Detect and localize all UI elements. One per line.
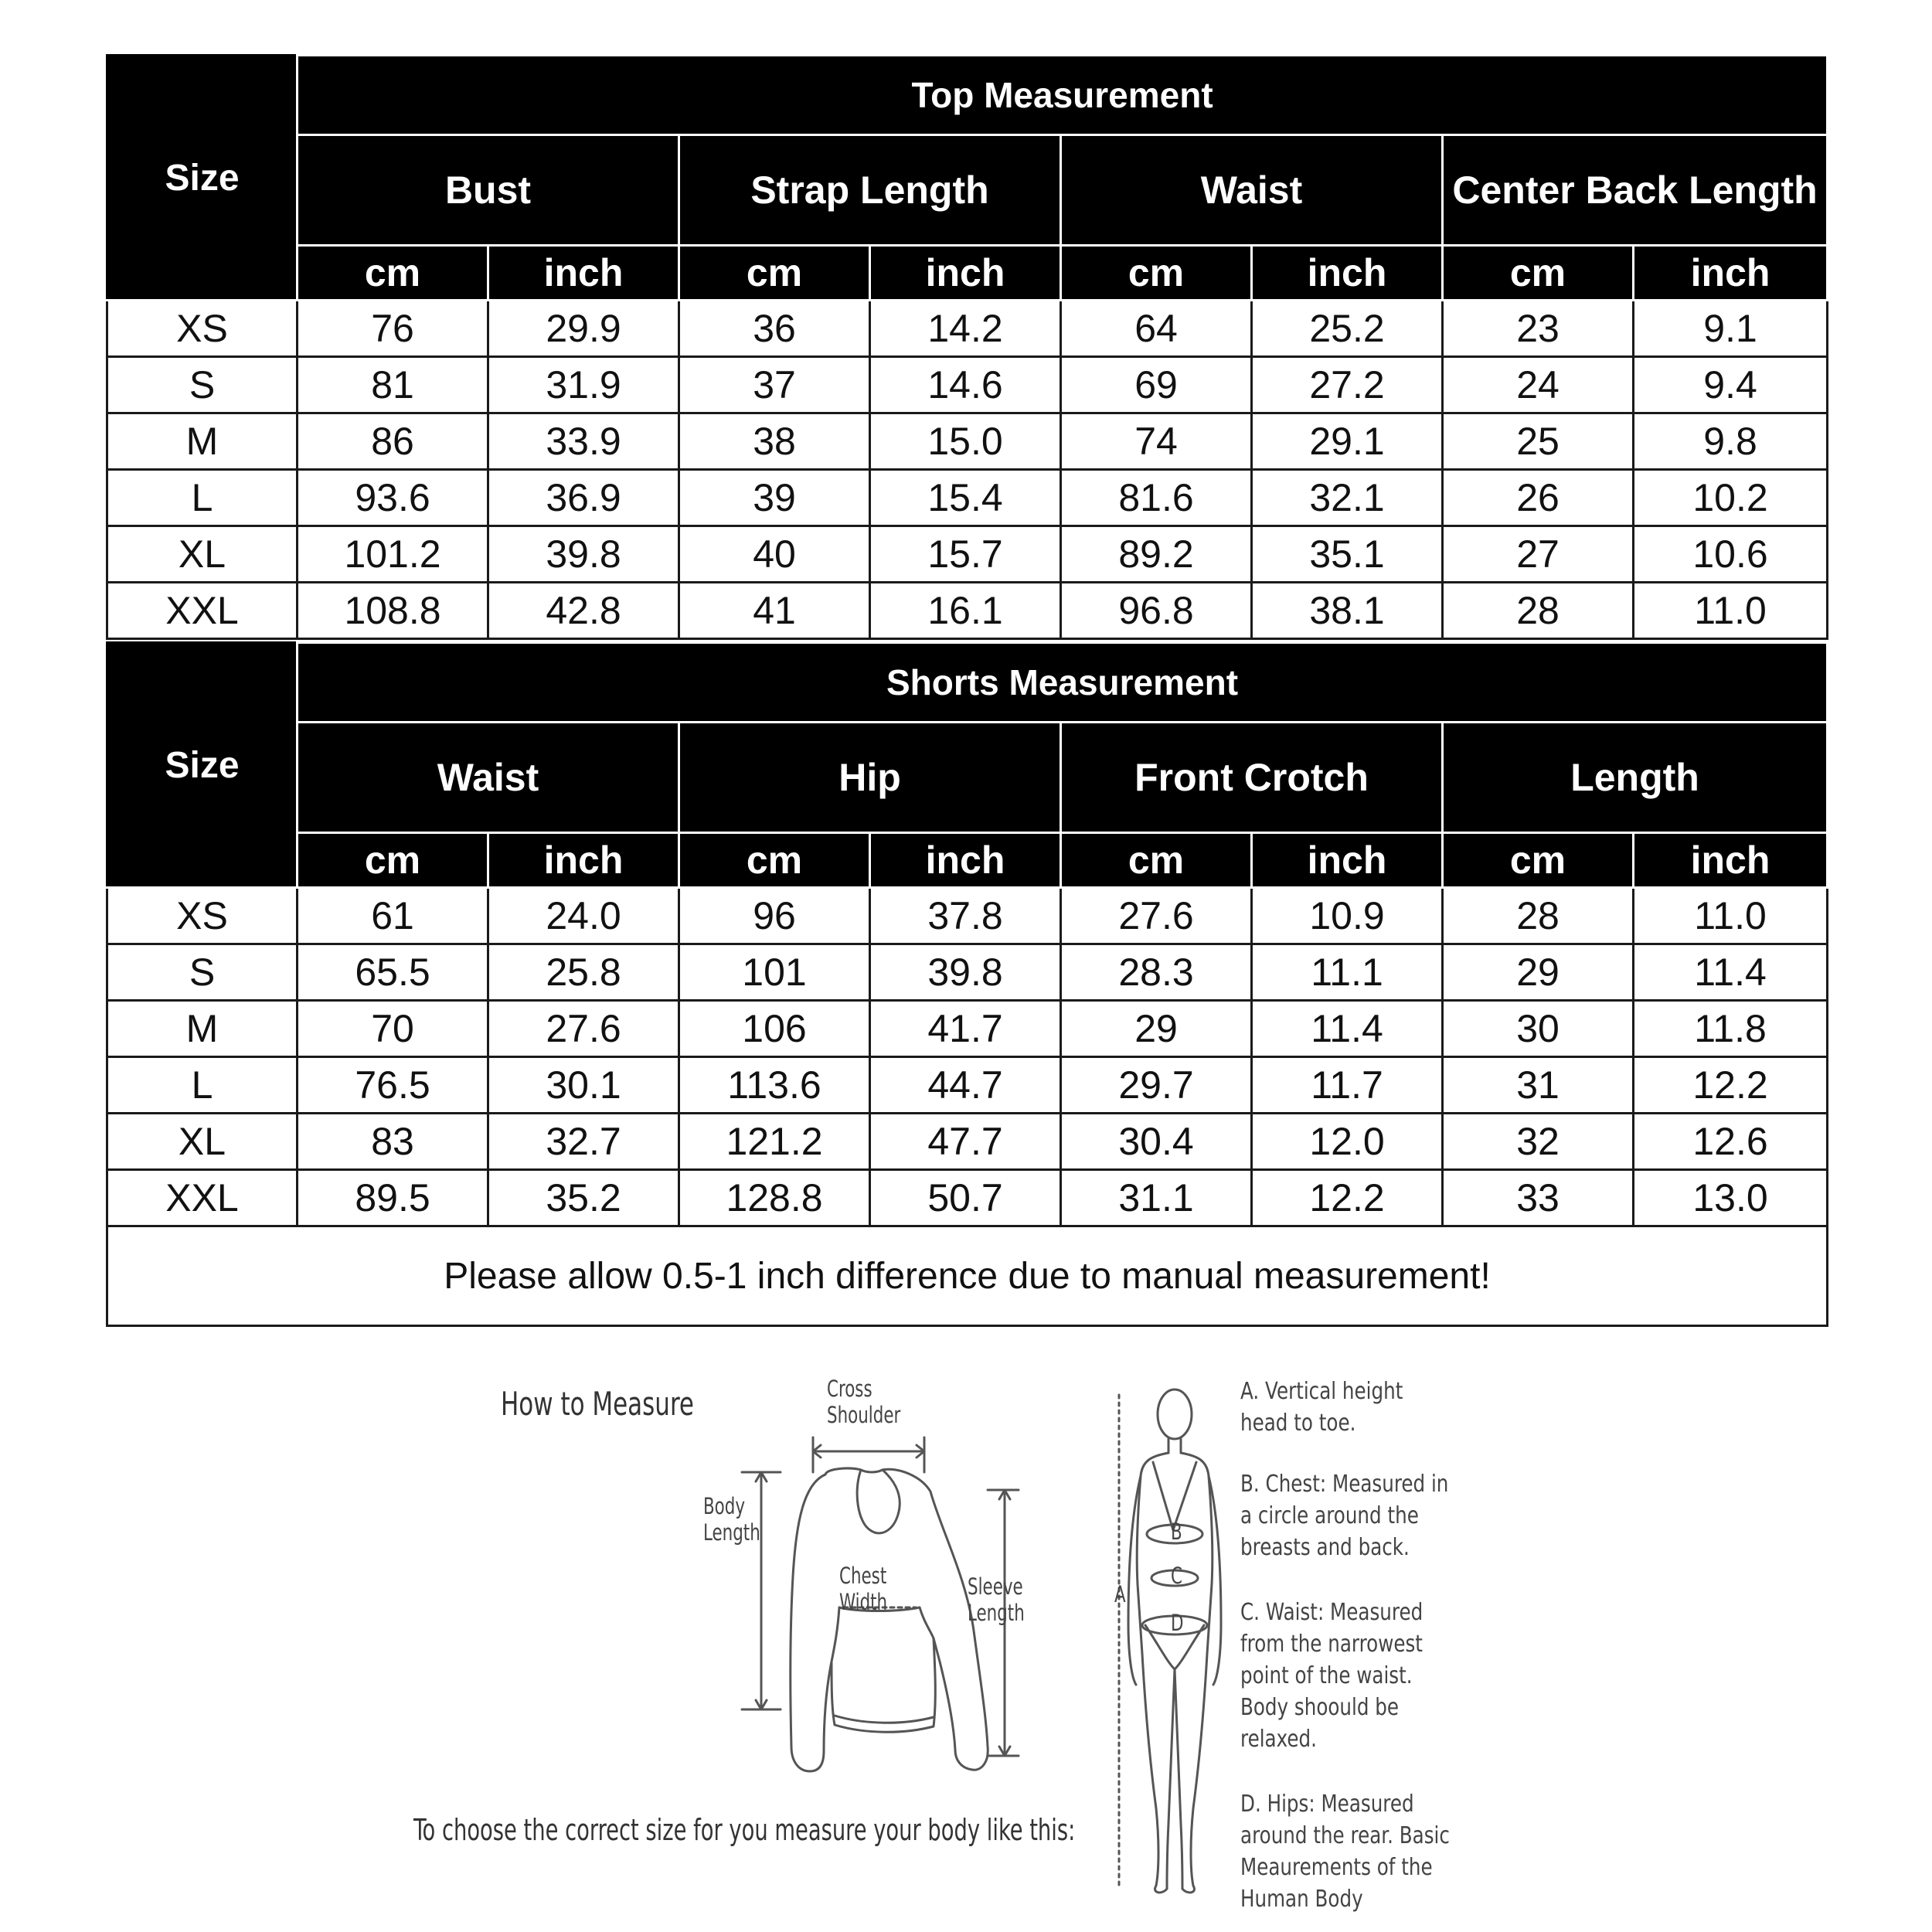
unit-header-inch: inch — [1252, 833, 1443, 888]
measurement-cell: 32 — [1443, 1114, 1634, 1170]
measurement-cell: 101.2 — [298, 526, 488, 583]
measurement-cell: 89.2 — [1061, 526, 1252, 583]
measurement-cell: 12.2 — [1252, 1170, 1443, 1226]
size-cell: XS — [107, 888, 298, 944]
measurement-cell: 38.1 — [1252, 583, 1443, 639]
size-cell: M — [107, 413, 298, 470]
unit-header-cm: cm — [1443, 833, 1634, 888]
measurement-cell: 96.8 — [1061, 583, 1252, 639]
measurement-cell: 61 — [298, 888, 488, 944]
group-header-waist: Waist — [1061, 135, 1443, 246]
measurement-cell: 10.2 — [1634, 470, 1828, 526]
measurement-cell: 65.5 — [298, 944, 488, 1001]
legend-item-b: B. Chest: Measured in a circle around the breasts and back. — [1240, 1471, 1449, 1561]
table-row — [107, 1114, 1828, 1170]
unit-header-inch: inch — [870, 833, 1061, 888]
measurement-cell: 28.3 — [1061, 944, 1252, 1001]
measurement-cell: 32.7 — [488, 1114, 679, 1170]
measurement-cell: 10.6 — [1634, 526, 1828, 583]
body-length-label-line2: Length — [703, 1519, 760, 1546]
chest-width-label-line2: Width — [839, 1589, 888, 1615]
figure-letter-d: D — [1171, 1610, 1184, 1636]
shorts-table-body — [107, 888, 1828, 1226]
measurement-cell: 15.7 — [870, 526, 1061, 583]
how-to-measure-guide — [0, 1360, 1932, 1932]
measurement-cell: 12.0 — [1252, 1114, 1443, 1170]
measurement-cell: 50.7 — [870, 1170, 1061, 1226]
measurement-cell: 29.9 — [488, 301, 679, 357]
measurement-cell: 121.2 — [679, 1114, 870, 1170]
measurement-cell: 108.8 — [298, 583, 488, 639]
measurement-cell: 81 — [298, 357, 488, 413]
table-title: Top Measurement — [298, 56, 1828, 135]
measurement-cell: 25.2 — [1252, 301, 1443, 357]
measurement-cell: 30 — [1443, 1001, 1634, 1057]
group-header-strap-length: Strap Length — [679, 135, 1061, 246]
size-cell: XXL — [107, 1170, 298, 1226]
table-row — [107, 357, 1828, 413]
measurement-cell: 36.9 — [488, 470, 679, 526]
measurement-cell: 29 — [1061, 1001, 1252, 1057]
measurement-cell: 69 — [1061, 357, 1252, 413]
measurement-cell: 13.0 — [1634, 1170, 1828, 1226]
table-row — [107, 301, 1828, 357]
measurement-cell: 11.4 — [1252, 1001, 1443, 1057]
measurement-cell: 27.6 — [488, 1001, 679, 1057]
measurement-cell: 11.1 — [1252, 944, 1443, 1001]
measurement-cell: 86 — [298, 413, 488, 470]
measurement-cell: 64 — [1061, 301, 1252, 357]
size-cell: S — [107, 357, 298, 413]
table-row — [107, 583, 1828, 639]
measurement-cell: 26 — [1443, 470, 1634, 526]
size-cell: S — [107, 944, 298, 1001]
table-row — [107, 944, 1828, 1001]
measurement-cell: 15.4 — [870, 470, 1061, 526]
measurement-cell: 25 — [1443, 413, 1634, 470]
unit-header-cm: cm — [298, 246, 488, 301]
measurement-cell: 74 — [1061, 413, 1252, 470]
sleeve-length-label-line2: Length — [968, 1600, 1025, 1626]
measurement-cell: 39.8 — [488, 526, 679, 583]
measurement-cell: 31.9 — [488, 357, 679, 413]
measurement-cell: 10.9 — [1252, 888, 1443, 944]
top-measurement-table — [106, 54, 1828, 640]
measurement-cell: 33.9 — [488, 413, 679, 470]
measurement-cell: 33 — [1443, 1170, 1634, 1226]
size-cell: XS — [107, 301, 298, 357]
size-cell: L — [107, 470, 298, 526]
measurement-cell: 39.8 — [870, 944, 1061, 1001]
body-figure-illustration — [1097, 1376, 1236, 1917]
figure-letter-a: A — [1114, 1581, 1126, 1607]
measurement-cell: 14.6 — [870, 357, 1061, 413]
measurement-cell: 81.6 — [1061, 470, 1252, 526]
size-header: Size — [107, 56, 298, 301]
measurement-cell: 39 — [679, 470, 870, 526]
measurement-cell: 36 — [679, 301, 870, 357]
measurement-cell: 35.2 — [488, 1170, 679, 1226]
group-header-hip: Hip — [679, 723, 1061, 833]
choose-size-instruction: To choose the correct size for you measure your body like this: — [413, 1813, 1076, 1847]
legend-item-c: C. Waist: Measured from the narrowest point of the waist. Body shoould be relaxed. — [1240, 1599, 1423, 1753]
unit-header-inch: inch — [1634, 833, 1828, 888]
measurement-cell: 15.0 — [870, 413, 1061, 470]
measurement-cell: 24.0 — [488, 888, 679, 944]
size-cell: M — [107, 1001, 298, 1057]
measurement-cell: 30.1 — [488, 1057, 679, 1114]
measurement-cell: 11.4 — [1634, 944, 1828, 1001]
size-header: Size — [107, 643, 298, 888]
unit-header-inch: inch — [488, 833, 679, 888]
sleeve-length-label-line1: Sleeve — [968, 1573, 1023, 1600]
measurement-cell: 44.7 — [870, 1057, 1061, 1114]
measurement-cell: 24 — [1443, 357, 1634, 413]
measurement-cell: 38 — [679, 413, 870, 470]
shorts-measurement-table — [106, 641, 1828, 1327]
table-row — [107, 1001, 1828, 1057]
measurement-cell: 83 — [298, 1114, 488, 1170]
measurement-cell: 37.8 — [870, 888, 1061, 944]
unit-header-cm: cm — [1443, 246, 1634, 301]
group-header-length: Length — [1443, 723, 1828, 833]
unit-header-cm: cm — [1061, 246, 1252, 301]
measurement-cell: 11.7 — [1252, 1057, 1443, 1114]
measurement-cell: 106 — [679, 1001, 870, 1057]
table-row — [107, 413, 1828, 470]
unit-header-cm: cm — [679, 246, 870, 301]
measurement-cell: 9.1 — [1634, 301, 1828, 357]
measurement-cell: 37 — [679, 357, 870, 413]
unit-header-inch: inch — [870, 246, 1061, 301]
measurement-cell: 29.1 — [1252, 413, 1443, 470]
measurement-cell: 11.0 — [1634, 888, 1828, 944]
measurement-cell: 27.6 — [1061, 888, 1252, 944]
unit-header-cm: cm — [1061, 833, 1252, 888]
size-cell: XL — [107, 526, 298, 583]
measurement-cell: 12.2 — [1634, 1057, 1828, 1114]
unit-header-cm: cm — [679, 833, 870, 888]
body-length-label-line1: Body — [703, 1493, 746, 1519]
table-row — [107, 526, 1828, 583]
cross-shoulder-label-line1: Cross — [827, 1376, 872, 1402]
measurement-cell: 25.8 — [488, 944, 679, 1001]
measurement-cell: 29.7 — [1061, 1057, 1252, 1114]
table-row — [107, 888, 1828, 944]
measurement-cell: 23 — [1443, 301, 1634, 357]
size-cell: XXL — [107, 583, 298, 639]
measurement-cell: 16.1 — [870, 583, 1061, 639]
unit-header-inch: inch — [1252, 246, 1443, 301]
unit-header-inch: inch — [488, 246, 679, 301]
measurement-cell: 41.7 — [870, 1001, 1061, 1057]
chest-width-label-line1: Chest — [839, 1563, 887, 1589]
measurement-cell: 27 — [1443, 526, 1634, 583]
measurement-cell: 27.2 — [1252, 357, 1443, 413]
size-cell: XL — [107, 1114, 298, 1170]
measurement-cell: 28 — [1443, 583, 1634, 639]
figure-letter-c: C — [1171, 1563, 1182, 1589]
size-cell: L — [107, 1057, 298, 1114]
measurement-cell: 96 — [679, 888, 870, 944]
measurement-cell: 89.5 — [298, 1170, 488, 1226]
cross-shoulder-label-line2: Shoulder — [827, 1402, 901, 1428]
measurement-cell: 70 — [298, 1001, 488, 1057]
table-title: Shorts Measurement — [298, 643, 1828, 723]
measurement-cell: 9.8 — [1634, 413, 1828, 470]
group-header-bust: Bust — [298, 135, 679, 246]
table-row — [107, 1057, 1828, 1114]
legend-item-d: D. Hips: Measured around the rear. Basic Meaurements of the Human Body — [1240, 1791, 1450, 1913]
table-row — [107, 1170, 1828, 1226]
unit-header-inch: inch — [1634, 246, 1828, 301]
shirt-measure-illustration — [696, 1376, 1097, 1808]
measurement-cell: 128.8 — [679, 1170, 870, 1226]
measurement-cell: 101 — [679, 944, 870, 1001]
measurement-cell: 11.8 — [1634, 1001, 1828, 1057]
measurement-cell: 11.0 — [1634, 583, 1828, 639]
table-row — [107, 470, 1828, 526]
group-header-front-crotch: Front Crotch — [1061, 723, 1443, 833]
unit-header-cm: cm — [298, 833, 488, 888]
top-table-body — [107, 301, 1828, 639]
group-header-waist: Waist — [298, 723, 679, 833]
measurement-cell: 76.5 — [298, 1057, 488, 1114]
figure-letter-b: B — [1171, 1519, 1182, 1545]
measurement-cell: 40 — [679, 526, 870, 583]
legend-item-a: A. Vertical height head to toe. — [1240, 1378, 1403, 1437]
measurement-cell: 41 — [679, 583, 870, 639]
measurement-cell: 28 — [1443, 888, 1634, 944]
measurement-cell: 9.4 — [1634, 357, 1828, 413]
measurement-cell: 42.8 — [488, 583, 679, 639]
measurement-note: Please allow 0.5-1 inch difference due to manual measurement! — [107, 1226, 1828, 1326]
measurement-cell: 93.6 — [298, 470, 488, 526]
measurement-cell: 35.1 — [1252, 526, 1443, 583]
group-header-center-back-length: Center Back Length — [1443, 135, 1828, 246]
measurement-cell: 76 — [298, 301, 488, 357]
measurement-cell: 29 — [1443, 944, 1634, 1001]
measurement-cell: 31.1 — [1061, 1170, 1252, 1226]
measurement-cell: 12.6 — [1634, 1114, 1828, 1170]
measurement-cell: 30.4 — [1061, 1114, 1252, 1170]
guide-title: How to Measure — [501, 1385, 694, 1423]
measurement-cell: 14.2 — [870, 301, 1061, 357]
measurement-cell: 32.1 — [1252, 470, 1443, 526]
measurement-cell: 31 — [1443, 1057, 1634, 1114]
measurement-cell: 47.7 — [870, 1114, 1061, 1170]
measurement-cell: 113.6 — [679, 1057, 870, 1114]
